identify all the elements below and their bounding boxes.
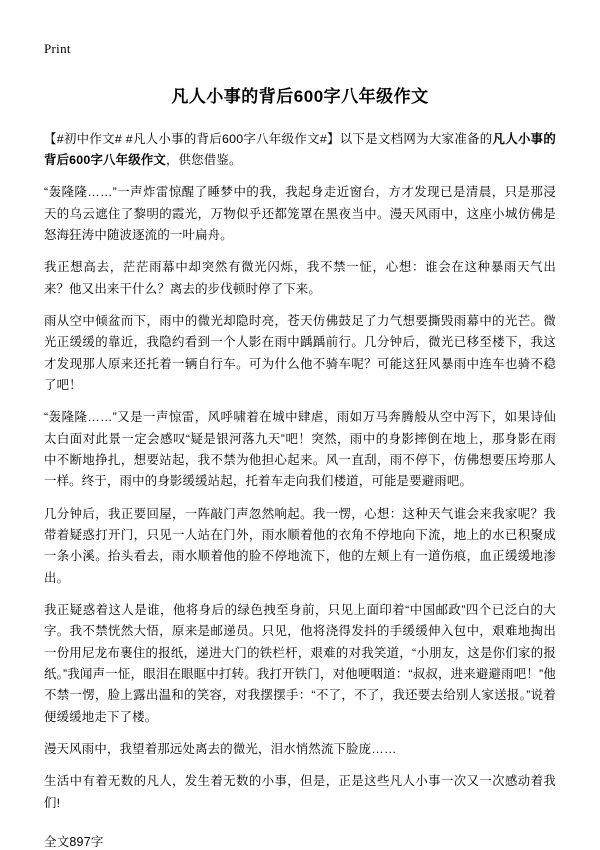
print-button[interactable]: Print: [44, 41, 71, 56]
word-count: 全文897字: [44, 834, 104, 849]
lead-suffix: ，供您借鉴。: [166, 153, 242, 168]
body-paragraph: “轰隆隆……”一声炸雷惊醒了睡梦中的我，我起身走近窗台，方才发现已是清晨，只是那浸天的乌云遮住了黎明的霞光，万物似乎还都笼罩在黑夜当中。漫天风雨中，这座小城仿佛是怒海狂涛中随波逐流的一叶扁舟。: [44, 185, 556, 243]
lead-prefix: 【#初中作文# #凡人小事的背后600字八年级作文#】以下是文档网为大家准备的: [44, 131, 493, 146]
lead-title-bold: 凡人小事的背后600字八年级作文: [44, 131, 556, 168]
page-title: 凡人小事的背后600字八年级作文: [171, 87, 429, 106]
body-paragraph: 我正想高去，茫茫雨幕中却突然有微光闪烁，我不禁一怔，心想：谁会在这种暴雨天气出来？他又出来干什么？离去的步伐顿时停了下来。: [44, 260, 556, 296]
body-paragraph: 几分钟后，我正要回屋，一阵敲门声忽然响起。我一愣，心想：这种天气谁会来我家呢？我带着疑惑打开门，只见一人站在门外，雨水顺着他的衣角不停地向下流，地上的水已积聚成一条小溪。抬头看去，雨水顺着他的脸不停地流下，他的左颊上有一道伤痕，血正缓缓地渗出。: [44, 506, 556, 585]
body-paragraph: 雨从空中倾盆而下，雨中的微光却隐时亮，苍天仿佛鼓足了力气想要撕毁雨幕中的光芒。微光正缓缓的靠近，我隐约看到一个人影在雨中踽踽前行。几分钟后，微光已移至楼下，我这才发现那人原来还托着一辆自行车。可为什么他不骑车呢？可能这狂风暴雨中连车也骑不稳了吧！: [44, 314, 556, 393]
body-paragraph: 生活中有着无数的凡人，发生着无数的小事，但是，正是这些凡人小事一次又一次感动着我们!: [44, 774, 556, 810]
body-paragraph: “轰隆隆……”又是一声惊雷，风呼啸着在城中肆虐，雨如万马奔腾般从空中泻下，如果诗仙太白面对此景一定会感叹“疑是银河落九天”吧！突然，雨中的身影摔倒在地上，那身影在雨中不断地挣扎，想要站起，我不禁为他担心起来。风一直刮，雨不停下，仿佛想要压垮那人一样。终于，雨中的身影缓缓站起，托着车走向我们楼道，可能是要避雨吧。: [44, 410, 556, 489]
lead-paragraph: [44, 129, 556, 172]
body-paragraph: 我正疑惑着这人是谁，他将身后的绿色拽至身前，只见上面印着“中国邮政”四个已泛白的大字。我不禁恍然大悟，原来是邮递员。只见，他将浇得发抖的手缓缓伸入包中，艰难地掏出一份用尼龙布裹住的报纸，递进大门的铁栏杆，艰难的对我笑道，“小朋友，这是你们家的报纸。”我闻声一怔，眼泪在眼眶中打转。我打开铁门，对他哽咽道：“叔叔，进来避避雨吧！”他不禁一愣，脸上露出温和的笑容，对我摆摆手：“不了，不了，我还要去给别人家送报。”说着便缓缓地走下了楼。: [44, 603, 556, 724]
body-paragraph: 漫天风雨中，我望着那远处离去的微光，泪水悄然流下脸庞……: [44, 742, 397, 756]
